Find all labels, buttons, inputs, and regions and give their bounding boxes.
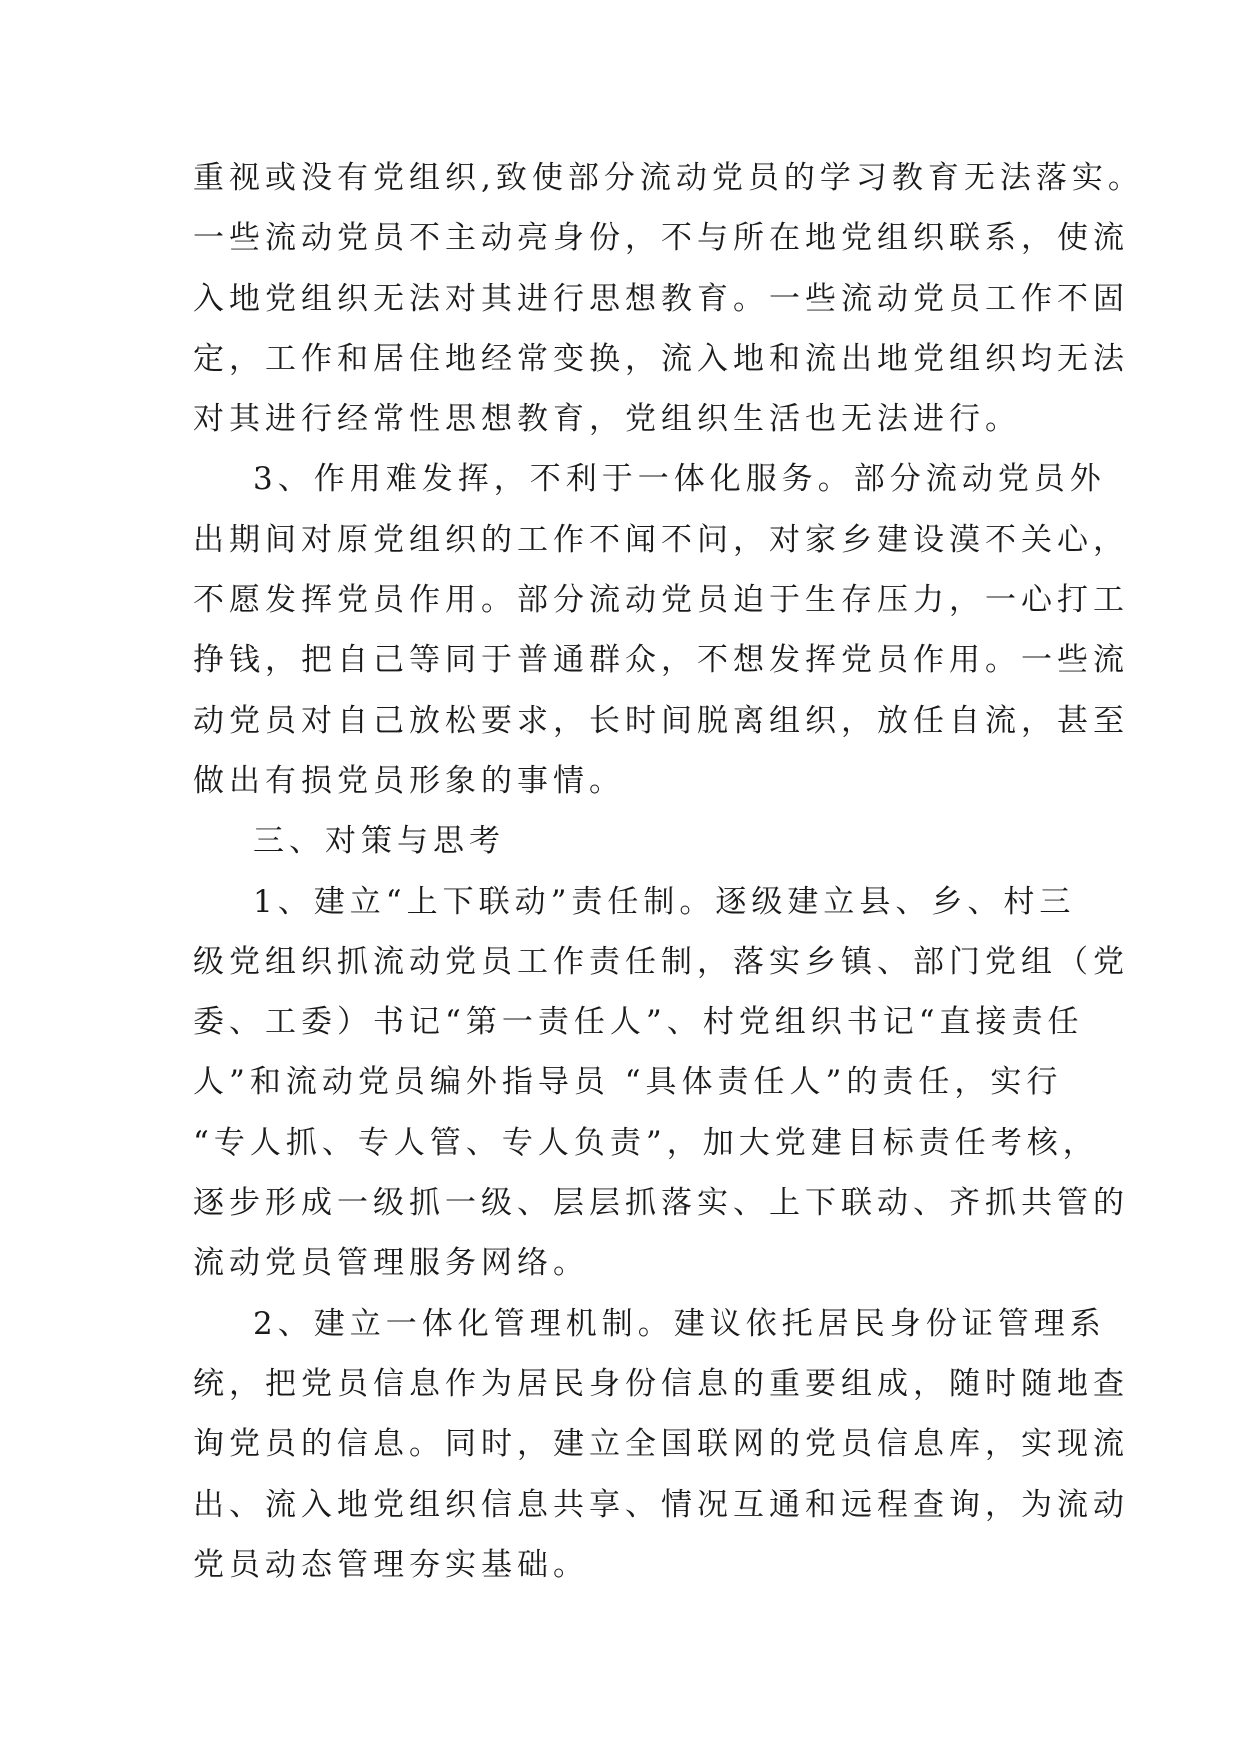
text-line: 流动党员管理服务网络。 (193, 1245, 589, 1282)
text-line: 动党员对自己放松要求，长时间脱离组织，放任自流，甚至 (193, 702, 1129, 739)
text-line: 统，把党员信息作为居民身份信息的重要组成，随时随地查 (193, 1365, 1129, 1402)
text-line: 人”和流动党员编外指导员 “具体责任人”的责任，实行 (193, 1064, 1063, 1101)
text-line: 定，工作和居住地经常变换，流入地和流出地党组织均无法 (193, 340, 1129, 377)
text-line: 询党员的信息。同时，建立全国联网的党员信息库，实现流 (193, 1426, 1129, 1463)
paragraph-start-line: 3、作用难发挥，不利于一体化服务。部分流动党员外 (253, 461, 1106, 498)
document-body (193, 148, 1144, 1595)
text-line: 委、工委）书记“第一责任人”、村党组织书记“直接责任 (193, 1004, 1084, 1041)
paragraph-start-line: 1、建立“上下联动”责任制。逐级建立县、乡、村三 (253, 883, 1076, 920)
text-line: 入地党组织无法对其进行思想教育。一些流动党员工作不固 (193, 280, 1129, 317)
text-line: 一些流动党员不主动亮身份，不与所在地党组织联系，使流 (193, 220, 1129, 257)
text-line: 级党组织抓流动党员工作责任制，落实乡镇、部门党组（党 (193, 943, 1129, 980)
text-line: 对其进行经常性思想教育，党组织生活也无法进行。 (193, 401, 1021, 438)
text-line: 挣钱，把自己等同于普通群众，不想发挥党员作用。一些流 (193, 642, 1129, 679)
text-line: “专人抓、专人管、专人负责”，加大党建目标责任考核， (193, 1124, 1099, 1161)
text-line: 党员动态管理夯实基础。 (193, 1546, 589, 1583)
text-line: 不愿发挥党员作用。部分流动党员迫于生存压力，一心打工 (193, 582, 1129, 619)
text-line: 出期间对原党组织的工作不闻不问，对家乡建设漠不关心， (193, 521, 1129, 558)
paragraph-start-line: 2、建立一体化管理机制。建议依托居民身份证管理系 (253, 1305, 1106, 1342)
text-line: 做出有损党员形象的事情。 (193, 762, 625, 799)
section-heading: 三、对策与思考 (253, 823, 505, 860)
text-line: 出、流入地党组织信息共享、情况互通和远程查询，为流动 (193, 1486, 1129, 1523)
text-line: 逐步形成一级抓一级、层层抓落实、上下联动、齐抓共管的 (193, 1185, 1129, 1222)
text-line: 重视或没有党组织,致使部分流动党员的学习教育无法落实。 (193, 160, 1144, 196)
